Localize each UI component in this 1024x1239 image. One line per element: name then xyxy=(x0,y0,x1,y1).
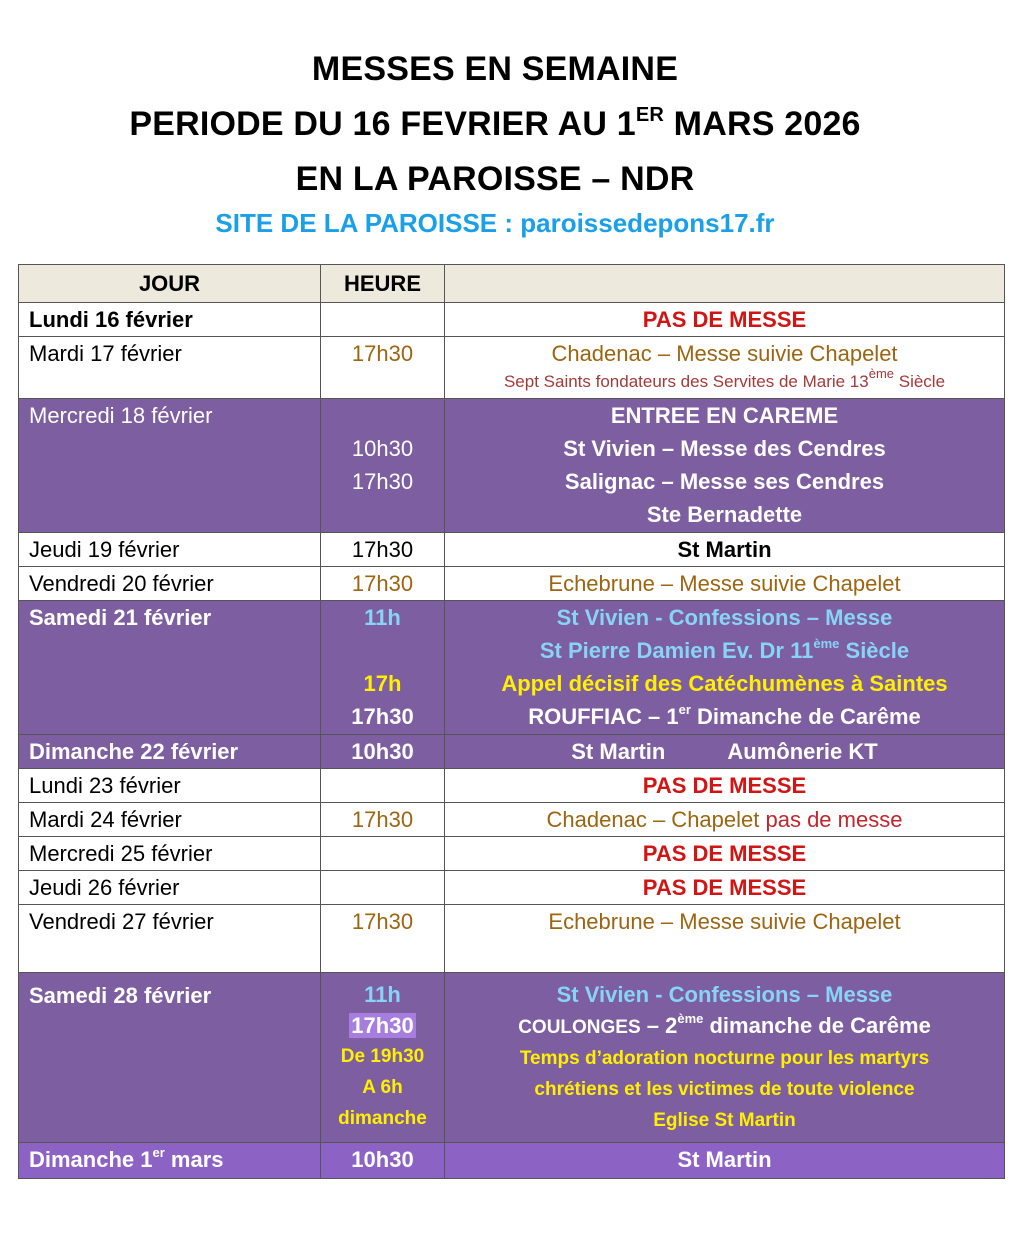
parish-site-link[interactable]: SITE DE LA PAROISSE : paroissedepons17.fr xyxy=(215,208,775,238)
table-row xyxy=(19,871,1005,905)
time-cell: 11h 17h30 De 19h30 A 6h dimanche xyxy=(321,973,445,1143)
event-cell: St Vivien - Confessions – Messe St Pierre Damien Ev. Dr 11ème Siècle Appel décisif des Catéchumènes à Saintes ROUFFIAC – 1er Dimanche de Carême xyxy=(445,601,1005,735)
day-cell: Samedi 28 février xyxy=(19,973,321,1143)
time-cell: 17h30 xyxy=(321,567,445,601)
day-cell: Mardi 17 février xyxy=(19,337,321,399)
day-cell: Mercredi 18 février xyxy=(19,399,321,533)
day-cell: Mercredi 25 février xyxy=(19,837,321,871)
table-row xyxy=(19,399,1005,533)
time-cell: 17h30 xyxy=(321,905,445,973)
title-line-2: PERIODE DU 16 FEVRIER AU 1ER MARS 2026 xyxy=(129,103,861,143)
table-row xyxy=(19,303,1005,337)
table-row xyxy=(19,837,1005,871)
day-cell: Vendredi 20 février xyxy=(19,567,321,601)
time-cell: 17h30 xyxy=(321,337,445,399)
day-cell: Dimanche 22 février xyxy=(19,735,321,769)
event-cell: ENTREE EN CAREME St Vivien – Messe des Cendres Salignac – Messe ses Cendres Ste Bernadette xyxy=(445,399,1005,533)
event-cell: Chadenac – Messe suivie Chapelet Sept Saints fondateurs des Servites de Marie 13ème Siècle xyxy=(445,337,1005,399)
event-cell: PAS DE MESSE xyxy=(445,871,1005,905)
day-cell: Vendredi 27 février xyxy=(19,905,321,973)
event-cell: Echebrune – Messe suivie Chapelet xyxy=(445,905,1005,973)
table-row xyxy=(19,803,1005,837)
title-line-3: EN LA PAROISSE – NDR xyxy=(295,160,695,198)
event-cell: St Vivien - Confessions – Messe COULONGES – 2ème dimanche de Carême Temps d’adoration nocturne pour les martyrs chrétiens et les victimes de toute violence Eglise St Martin xyxy=(445,973,1005,1143)
table-header-row xyxy=(19,265,1005,303)
time-cell: 11h 17h 17h30 xyxy=(321,601,445,735)
table-row xyxy=(19,601,1005,735)
day-cell: Samedi 21 février xyxy=(19,601,321,735)
table-row xyxy=(19,905,1005,973)
header-heure: HEURE xyxy=(321,265,445,303)
day-cell: Jeudi 19 février xyxy=(19,533,321,567)
day-cell: Lundi 23 février xyxy=(19,769,321,803)
table-row xyxy=(19,337,1005,399)
time-cell: 17h30 xyxy=(321,803,445,837)
title-line-1: MESSES EN SEMAINE xyxy=(311,50,679,88)
day-cell: Jeudi 26 février xyxy=(19,871,321,905)
day-cell: Mardi 24 février xyxy=(19,803,321,837)
event-cell: St Martin xyxy=(445,533,1005,567)
time-cell: 10h30 xyxy=(321,1143,445,1179)
time-cell xyxy=(321,837,445,871)
time-cell xyxy=(321,303,445,337)
day-cell: Lundi 16 février xyxy=(19,303,321,337)
time-cell xyxy=(321,871,445,905)
table-row xyxy=(19,769,1005,803)
day-cell: Dimanche 1er mars xyxy=(19,1143,321,1179)
table-row xyxy=(19,567,1005,601)
event-cell: PAS DE MESSE xyxy=(445,769,1005,803)
event-cell: Echebrune – Messe suivie Chapelet xyxy=(445,567,1005,601)
table-row xyxy=(19,1143,1005,1179)
mass-schedule-table xyxy=(18,264,1005,1179)
event-cell: PAS DE MESSE xyxy=(445,303,1005,337)
time-cell: 17h30 xyxy=(321,533,445,567)
time-cell: 10h30 xyxy=(321,735,445,769)
event-cell: St Martin xyxy=(445,1143,1005,1179)
header-jour: JOUR xyxy=(19,265,321,303)
event-cell: PAS DE MESSE xyxy=(445,837,1005,871)
event-cell: Chadenac – Chapelet pas de messe xyxy=(445,803,1005,837)
table-row xyxy=(19,735,1005,769)
event-cell: St Martin Aumônerie KT xyxy=(445,735,1005,769)
header-event xyxy=(445,265,1005,303)
time-cell xyxy=(321,769,445,803)
table-row xyxy=(19,973,1005,1143)
table-row xyxy=(19,533,1005,567)
time-cell: 10h30 17h30 xyxy=(321,399,445,533)
